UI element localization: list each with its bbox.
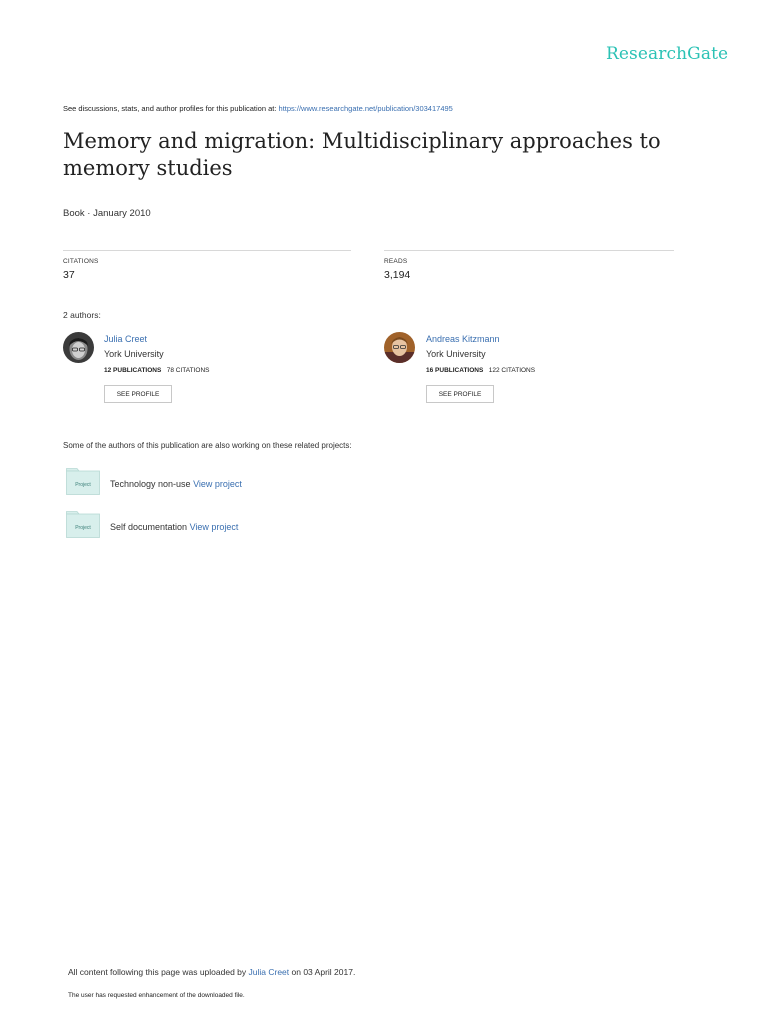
upload-suffix: on 03 April 2017. bbox=[289, 967, 356, 977]
authors-heading: 2 authors: bbox=[63, 310, 101, 320]
view-project-link[interactable]: View project bbox=[193, 479, 242, 489]
folder-label: Project bbox=[75, 482, 91, 488]
author-citations: 78 CITATIONS bbox=[166, 367, 210, 374]
related-projects-heading: Some of the authors of this publication are also working on these related projects: bbox=[63, 441, 352, 450]
author-name-link[interactable]: Julia Creet bbox=[104, 334, 148, 344]
reads-divider bbox=[384, 250, 674, 251]
project-folder-icon bbox=[66, 468, 100, 495]
see-profile-button[interactable]: SEE PROFILE bbox=[426, 385, 494, 403]
author-citations: 122 CITATIONS bbox=[488, 367, 536, 374]
discussion-prefix: See discussions, stats, and author profiles for this publication at: bbox=[63, 104, 279, 113]
reads-label: READS bbox=[384, 258, 408, 265]
avatar-andreas-kitzmann[interactable] bbox=[384, 332, 415, 363]
project-folder-icon bbox=[66, 511, 100, 538]
project-name: Self documentation bbox=[110, 522, 190, 532]
discussion-line bbox=[63, 104, 453, 113]
citations-divider bbox=[63, 250, 351, 251]
author-name-link[interactable]: Andreas Kitzmann bbox=[426, 334, 500, 344]
project-name: Technology non-use bbox=[110, 479, 194, 489]
publication-meta: Book · January 2010 bbox=[63, 208, 151, 219]
upload-notice bbox=[68, 967, 355, 977]
citations-count: 37 bbox=[63, 269, 75, 281]
author-institution: York University bbox=[104, 349, 164, 359]
upload-prefix: All content following this page was uploaded by bbox=[68, 967, 249, 977]
author-publications: 16 PUBLICATIONS bbox=[426, 367, 484, 374]
project-item bbox=[110, 522, 238, 532]
uploader-link[interactable]: Julia Creet bbox=[248, 967, 290, 977]
researchgate-logo[interactable]: ResearchGate bbox=[606, 44, 729, 64]
see-profile-button[interactable]: SEE PROFILE bbox=[104, 385, 172, 403]
reads-count: 3,194 bbox=[384, 269, 411, 281]
view-project-link[interactable]: View project bbox=[189, 522, 239, 532]
author-stats bbox=[104, 367, 209, 374]
folder-label: Project bbox=[75, 525, 91, 531]
author-institution: York University bbox=[426, 349, 486, 359]
publication-url-link[interactable]: https://www.researchgate.net/publication/303417495 bbox=[278, 104, 453, 113]
citations-label: CITATIONS bbox=[63, 258, 99, 265]
enhancement-notice: The user has requested enhancement of the downloaded file. bbox=[68, 992, 245, 999]
author-stats bbox=[426, 367, 535, 374]
author-publications: 12 PUBLICATIONS bbox=[104, 367, 162, 374]
publication-title: Memory and migration: Multidisciplinary approaches to memory studies bbox=[63, 129, 661, 180]
avatar-julia-creet[interactable] bbox=[63, 332, 94, 363]
project-item bbox=[110, 479, 242, 489]
